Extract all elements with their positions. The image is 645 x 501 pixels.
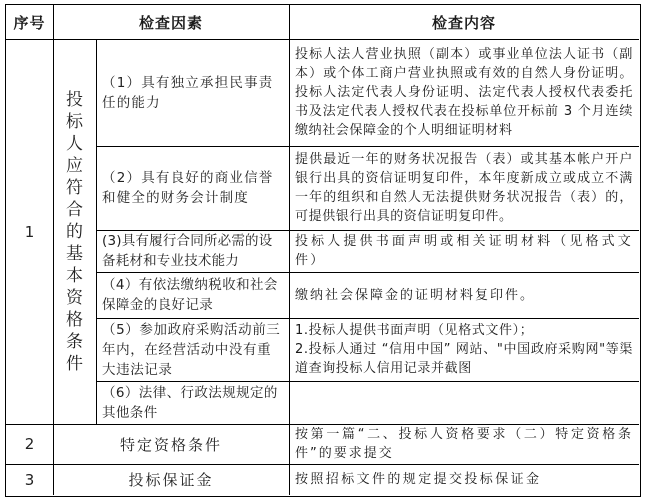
- factor-text: (3)具有履行合同所必需的设备耗材和专业技术能力: [102, 233, 273, 269]
- header-factor-label: 检查因素: [138, 13, 203, 32]
- factor-cell: [96, 146, 289, 230]
- content-text: 投标人法人营业执照（副本）或事业单位法人证书（副本）或个体工商户营业执照或有效的自然人身份证明。投标人法定代表人身份证明、法定代表人授权代表委托书及法定代表人授权代表在投标单位开标前 3 个月连续缴纳社会保障金的个人明细证明材料: [295, 47, 633, 138]
- factor-text: 投标保证金: [128, 471, 214, 489]
- factor-cell: [96, 39, 289, 146]
- header-index: [6, 5, 53, 39]
- group-label: 投标人应符合的基本资格条件: [66, 89, 83, 374]
- row-1-index: [6, 39, 53, 424]
- factor-text: （5）参加政府采购活动前三年内，在经营活动中没有重大违法记录: [102, 321, 281, 378]
- content-cell: [289, 318, 639, 381]
- content-text: 按第一篇“二、投标人资格要求（二）特定资格条件”的要求提交: [295, 427, 633, 461]
- content-line: 1.投标人提供书面声明（见格式文件）；: [295, 323, 534, 338]
- row-3-factor: [53, 464, 289, 495]
- content-cell: [289, 230, 639, 272]
- content-cell: [289, 146, 639, 230]
- content-line: 2.投标人通过 “信用中国” 网站、"中国政府采购网"等渠道查询投标人信用记录并截图: [295, 342, 633, 376]
- header-content: [289, 5, 639, 39]
- header-content-label: 检查内容: [431, 13, 496, 32]
- factor-cell: [96, 318, 289, 381]
- content-cell: [289, 39, 639, 146]
- row-3-index: [6, 464, 53, 495]
- content-text: 提供最近一年的财务状况报告（表）或其基本帐户开户银行出具的资信证明复印件，本年度新成立或成立不满一年的组织和自然人无法提供财务状况报告（表）的，可提供银行出具的资信证明复印件。: [295, 152, 633, 224]
- row-3-content: [289, 464, 639, 495]
- factor-text: （2）具有良好的商业信誉和健全的财务会计制度: [102, 170, 274, 206]
- content-cell: [289, 272, 639, 318]
- row-index-value: 3: [24, 470, 35, 489]
- factor-text: 特定资格条件: [119, 435, 222, 454]
- header-index-label: 序号: [13, 13, 46, 32]
- row-1-group: [53, 39, 96, 424]
- row-index-value: 1: [24, 222, 35, 241]
- content-text: 缴纳社会保障金的证明材料复印件。: [295, 287, 536, 303]
- row-2-index: [6, 424, 53, 464]
- row-index-value: 2: [24, 435, 35, 453]
- content-cell-empty: [289, 381, 639, 424]
- factor-cell: [96, 230, 289, 272]
- header-factor: [53, 5, 289, 39]
- factor-cell: [96, 381, 289, 424]
- content-text: 投标人提供书面声明或相关证明材料（见格式文件）: [295, 234, 633, 268]
- row-2-factor: [53, 424, 289, 464]
- factor-text: （4）有依法缴纳税收和社会保障金的良好记录: [102, 277, 278, 313]
- factor-text: （6）法律、行政法规规定的其他条件: [102, 384, 278, 421]
- qualification-check-table: [5, 4, 641, 497]
- content-text: 按照招标文件的规定提交投标保证金: [295, 472, 542, 487]
- row-2-content: [289, 424, 639, 464]
- factor-text: （1）具有独立承担民事责任的能力: [102, 74, 274, 111]
- factor-cell: [96, 272, 289, 318]
